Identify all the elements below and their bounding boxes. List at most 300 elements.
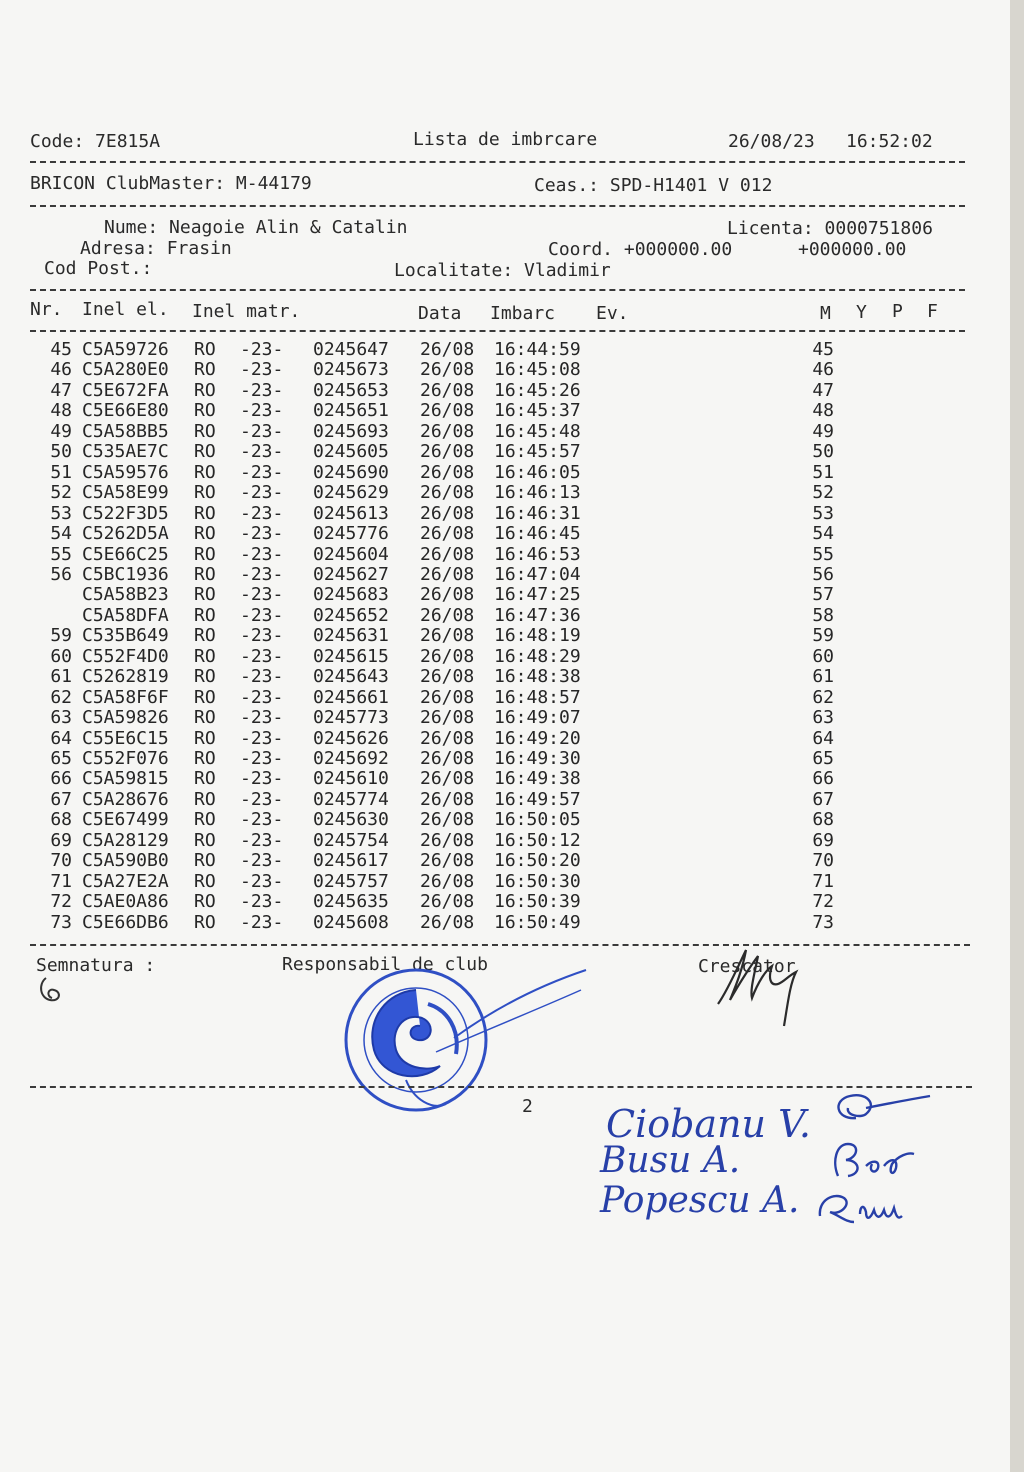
arrival-time: 16:46:53	[494, 543, 581, 565]
ring-number: 0245627	[313, 563, 389, 585]
row-number: 68	[50, 809, 72, 831]
arrival-date: 26/08	[420, 604, 475, 626]
clock-label: Ceas.: SPD-H1401 V 012	[534, 175, 773, 196]
ring-year: -23-	[240, 911, 284, 933]
electronic-ring: C5262819	[82, 666, 169, 688]
col-header-f: F	[927, 301, 938, 322]
ring-number: 0245754	[313, 829, 389, 851]
ring-year: -23-	[240, 707, 284, 729]
ring-year: -23-	[240, 891, 284, 913]
position-m: 66	[812, 768, 834, 790]
position-m: 47	[812, 379, 834, 401]
country-code: RO	[194, 441, 216, 463]
ring-number: 0245661	[313, 686, 389, 708]
divider	[30, 1086, 972, 1088]
arrival-time: 16:44:59	[494, 339, 581, 360]
arrival-date: 26/08	[420, 707, 475, 729]
print-date: 26/08/23	[728, 131, 815, 152]
electronic-ring: C5E672FA	[82, 379, 169, 401]
position-m: 71	[812, 870, 834, 892]
country-code: RO	[194, 768, 216, 790]
ring-year: -23-	[240, 625, 284, 647]
electronic-ring: C5A28129	[82, 829, 169, 851]
arrival-time: 16:47:25	[494, 584, 581, 606]
position-m: 62	[812, 686, 834, 708]
table-row	[0, 708, 1000, 728]
table-row	[0, 442, 1000, 462]
country-code: RO	[194, 543, 216, 565]
table-row	[0, 381, 1000, 401]
row-number: 73	[50, 911, 72, 933]
table-row	[0, 524, 1000, 544]
country-code: RO	[194, 686, 216, 708]
ring-number: 0245647	[313, 339, 389, 360]
table-row	[0, 401, 1000, 421]
position-m: 68	[812, 809, 834, 831]
ring-number: 0245673	[313, 359, 389, 381]
handwritten-signature-1	[826, 1090, 936, 1134]
electronic-ring: C5A59815	[82, 768, 169, 790]
country-code: RO	[194, 379, 216, 401]
row-number: 54	[50, 523, 72, 545]
handwritten-name-1: Ciobanu V.	[606, 1102, 811, 1146]
row-number: 47	[50, 379, 72, 401]
arrival-time: 16:45:37	[494, 400, 581, 422]
col-header-nr: Nr.	[30, 299, 63, 320]
document-title: Lista de imbrcare	[413, 129, 598, 150]
country-code: RO	[194, 645, 216, 667]
ring-year: -23-	[240, 604, 284, 626]
arrival-time: 16:47:04	[494, 563, 581, 585]
position-m: 50	[812, 441, 834, 463]
electronic-ring: C5A58B23	[82, 584, 169, 606]
position-m: 55	[812, 543, 834, 565]
row-number: 72	[50, 891, 72, 913]
country-code: RO	[194, 829, 216, 851]
col-header-inel-matr: Inel matr.	[192, 301, 301, 322]
arrival-date: 26/08	[420, 420, 475, 442]
country-code: RO	[194, 870, 216, 892]
table-row	[0, 565, 1000, 585]
ring-year: -23-	[240, 461, 284, 483]
federation-stamp	[336, 960, 496, 1120]
country-code: RO	[194, 891, 216, 913]
arrival-date: 26/08	[420, 400, 475, 422]
position-m: 56	[812, 563, 834, 585]
club-responsible-label: Responsabil de club	[282, 954, 488, 975]
owner-name: Nume: Neagoie Alin & Catalin	[104, 217, 408, 238]
owner-address: Adresa: Frasin	[80, 238, 232, 259]
row-number: 46	[50, 359, 72, 381]
ring-year: -23-	[240, 359, 284, 381]
divider	[30, 330, 965, 332]
row-number: 71	[50, 870, 72, 892]
arrival-time: 16:49:07	[494, 707, 581, 729]
table-row	[0, 585, 1000, 605]
arrival-date: 26/08	[420, 748, 475, 769]
position-m: 57	[812, 584, 834, 606]
ring-year: -23-	[240, 666, 284, 688]
scan-background-edge	[1010, 0, 1024, 1472]
country-code: RO	[194, 359, 216, 381]
row-number: 62	[50, 686, 72, 708]
row-number: 52	[50, 482, 72, 504]
ring-year: -23-	[240, 543, 284, 565]
arrival-date: 26/08	[420, 829, 475, 851]
ring-number: 0245774	[313, 788, 389, 810]
divider	[30, 289, 965, 291]
arrival-time: 16:46:31	[494, 502, 581, 524]
arrival-date: 26/08	[420, 563, 475, 585]
country-code: RO	[194, 911, 216, 933]
arrival-time: 16:48:29	[494, 645, 581, 667]
ring-number: 0245605	[313, 441, 389, 463]
ring-number: 0245653	[313, 379, 389, 401]
country-code: RO	[194, 482, 216, 504]
ring-year: -23-	[240, 482, 284, 504]
country-code: RO	[194, 748, 216, 769]
ring-number: 0245610	[313, 768, 389, 790]
table-row	[0, 626, 1000, 646]
ring-year: -23-	[240, 420, 284, 442]
electronic-ring: C5A59726	[82, 339, 169, 360]
arrival-time: 16:50:20	[494, 850, 581, 872]
table-row	[0, 749, 1000, 769]
country-code: RO	[194, 850, 216, 872]
position-m: 45	[812, 339, 834, 360]
electronic-ring: C5A58E99	[82, 482, 169, 504]
table-row	[0, 667, 1000, 687]
position-m: 54	[812, 523, 834, 545]
table-row	[0, 872, 1000, 892]
coordinates-second: +000000.00	[798, 239, 907, 260]
country-code: RO	[194, 584, 216, 606]
arrival-date: 26/08	[420, 502, 475, 524]
table-row	[0, 913, 1000, 933]
ring-number: 0245635	[313, 891, 389, 913]
row-number: 51	[50, 461, 72, 483]
arrival-time: 16:45:57	[494, 441, 581, 463]
signature-scribble	[36, 972, 76, 1006]
arrival-time: 16:50:12	[494, 829, 581, 851]
print-time: 16:52:02	[846, 131, 933, 152]
country-code: RO	[194, 625, 216, 647]
arrival-time: 16:50:30	[494, 870, 581, 892]
arrival-time: 16:50:05	[494, 809, 581, 831]
ring-number: 0245629	[313, 482, 389, 504]
electronic-ring: C5A590B0	[82, 850, 169, 872]
col-header-ev: Ev.	[596, 303, 629, 324]
arrival-date: 26/08	[420, 911, 475, 933]
ring-number: 0245604	[313, 543, 389, 565]
electronic-ring: C5AE0A86	[82, 891, 169, 913]
breeder-signature	[710, 942, 820, 1032]
ring-number: 0245773	[313, 707, 389, 729]
electronic-ring: C5A58DFA	[82, 604, 169, 626]
position-m: 59	[812, 625, 834, 647]
electronic-ring: C5A280E0	[82, 359, 169, 381]
table-row	[0, 340, 1000, 360]
country-code: RO	[194, 707, 216, 729]
arrival-date: 26/08	[420, 339, 475, 360]
electronic-ring: C5262D5A	[82, 523, 169, 545]
row-number: 60	[50, 645, 72, 667]
table-row	[0, 831, 1000, 851]
arrival-time: 16:49:38	[494, 768, 581, 790]
row-number: 67	[50, 788, 72, 810]
arrival-date: 26/08	[420, 625, 475, 647]
table-row	[0, 360, 1000, 380]
ring-number: 0245652	[313, 604, 389, 626]
country-code: RO	[194, 339, 216, 360]
row-number: 55	[50, 543, 72, 565]
row-number: 59	[50, 625, 72, 647]
arrival-date: 26/08	[420, 727, 475, 749]
arrival-date: 26/08	[420, 891, 475, 913]
arrival-time: 16:48:19	[494, 625, 581, 647]
arrival-time: 16:47:36	[494, 604, 581, 626]
ring-year: -23-	[240, 441, 284, 463]
ring-year: -23-	[240, 727, 284, 749]
ring-year: -23-	[240, 645, 284, 667]
arrival-date: 26/08	[420, 461, 475, 483]
table-row	[0, 545, 1000, 565]
position-m: 58	[812, 604, 834, 626]
col-header-p: P	[892, 301, 903, 322]
electronic-ring: C552F076	[82, 748, 169, 769]
row-number: 65	[50, 748, 72, 769]
electronic-ring: C5E66C25	[82, 543, 169, 565]
ring-number: 0245613	[313, 502, 389, 524]
page-number: 2	[522, 1096, 533, 1117]
arrival-date: 26/08	[420, 482, 475, 504]
table-row	[0, 504, 1000, 524]
divider	[30, 161, 965, 163]
ring-year: -23-	[240, 686, 284, 708]
ring-number: 0245643	[313, 666, 389, 688]
electronic-ring: C522F3D5	[82, 502, 169, 524]
col-header-y: Y	[856, 302, 867, 323]
country-code: RO	[194, 420, 216, 442]
row-number: 64	[50, 727, 72, 749]
arrival-date: 26/08	[420, 768, 475, 790]
arrival-time: 16:45:26	[494, 379, 581, 401]
electronic-ring: C5E66DB6	[82, 911, 169, 933]
electronic-ring: C535B649	[82, 625, 169, 647]
row-number: 56	[50, 563, 72, 585]
country-code: RO	[194, 666, 216, 688]
ring-year: -23-	[240, 788, 284, 810]
position-m: 61	[812, 666, 834, 688]
arrival-date: 26/08	[420, 645, 475, 667]
row-number: 69	[50, 829, 72, 851]
country-code: RO	[194, 400, 216, 422]
arrival-date: 26/08	[420, 788, 475, 810]
table-row	[0, 606, 1000, 626]
ring-number: 0245608	[313, 911, 389, 933]
ring-year: -23-	[240, 523, 284, 545]
table-row	[0, 810, 1000, 830]
divider	[30, 205, 965, 207]
divider	[30, 944, 970, 946]
electronic-ring: C5E67499	[82, 809, 169, 831]
country-code: RO	[194, 563, 216, 585]
row-number: 61	[50, 666, 72, 688]
position-m: 73	[812, 911, 834, 933]
arrival-date: 26/08	[420, 870, 475, 892]
position-m: 64	[812, 727, 834, 749]
col-header-inel-el: Inel el.	[82, 299, 169, 320]
country-code: RO	[194, 788, 216, 810]
row-number: 70	[50, 850, 72, 872]
table-row	[0, 790, 1000, 810]
ring-number: 0245692	[313, 748, 389, 769]
handwritten-name-3: Popescu A.	[600, 1180, 800, 1221]
ring-year: -23-	[240, 339, 284, 360]
row-number: 66	[50, 768, 72, 790]
electronic-ring: C5BC1936	[82, 563, 169, 585]
position-m: 67	[812, 788, 834, 810]
ring-number: 0245617	[313, 850, 389, 872]
country-code: RO	[194, 727, 216, 749]
electronic-ring: C5E66E80	[82, 400, 169, 422]
arrival-date: 26/08	[420, 666, 475, 688]
handwritten-signature-2	[818, 1136, 918, 1182]
signature-label: Semnatura :	[36, 955, 156, 976]
row-number: 50	[50, 441, 72, 463]
arrival-time: 16:46:05	[494, 461, 581, 483]
ring-year: -23-	[240, 850, 284, 872]
table-row	[0, 483, 1000, 503]
ring-year: -23-	[240, 584, 284, 606]
col-header-m: M	[820, 303, 831, 324]
ring-number: 0245683	[313, 584, 389, 606]
ring-year: -23-	[240, 809, 284, 831]
handwritten-signature-3	[810, 1186, 910, 1232]
arrival-time: 16:49:57	[494, 788, 581, 810]
ring-number: 0245690	[313, 461, 389, 483]
country-code: RO	[194, 502, 216, 524]
table-row	[0, 769, 1000, 789]
position-m: 48	[812, 400, 834, 422]
position-m: 70	[812, 850, 834, 872]
position-m: 49	[812, 420, 834, 442]
arrival-date: 26/08	[420, 686, 475, 708]
coordinates: Coord. +000000.00	[548, 239, 733, 260]
ring-year: -23-	[240, 379, 284, 401]
electronic-ring: C5A58F6F	[82, 686, 169, 708]
table-row	[0, 892, 1000, 912]
arrival-time: 16:48:38	[494, 666, 581, 688]
electronic-ring: C5A58BB5	[82, 420, 169, 442]
arrival-time: 16:46:13	[494, 482, 581, 504]
ring-year: -23-	[240, 502, 284, 524]
row-number: 48	[50, 400, 72, 422]
ring-year: -23-	[240, 563, 284, 585]
electronic-ring: C552F4D0	[82, 645, 169, 667]
arrival-date: 26/08	[420, 809, 475, 831]
ring-number: 0245630	[313, 809, 389, 831]
col-header-data: Data	[418, 303, 462, 324]
row-number: 49	[50, 420, 72, 442]
license-number: Licenta: 0000751806	[727, 218, 933, 239]
row-number: 53	[50, 502, 72, 524]
ring-year: -23-	[240, 870, 284, 892]
electronic-ring: C5A28676	[82, 788, 169, 810]
arrival-date: 26/08	[420, 441, 475, 463]
position-m: 53	[812, 502, 834, 524]
table-row	[0, 688, 1000, 708]
ring-year: -23-	[240, 748, 284, 769]
arrival-time: 16:45:08	[494, 359, 581, 381]
electronic-ring: C535AE7C	[82, 441, 169, 463]
electronic-ring: C55E6C15	[82, 727, 169, 749]
position-m: 69	[812, 829, 834, 851]
country-code: RO	[194, 523, 216, 545]
arrival-time: 16:46:45	[494, 523, 581, 545]
arrival-date: 26/08	[420, 359, 475, 381]
ring-number: 0245757	[313, 870, 389, 892]
row-number: 45	[50, 339, 72, 360]
arrival-time: 16:50:49	[494, 911, 581, 933]
code-label: Code: 7E815A	[30, 131, 161, 152]
arrival-date: 26/08	[420, 543, 475, 565]
ring-number: 0245776	[313, 523, 389, 545]
arrival-date: 26/08	[420, 379, 475, 401]
arrival-time: 16:49:30	[494, 748, 581, 769]
electronic-ring: C5A27E2A	[82, 870, 169, 892]
position-m: 60	[812, 645, 834, 667]
ring-year: -23-	[240, 829, 284, 851]
electronic-ring: C5A59826	[82, 707, 169, 729]
software-label: BRICON ClubMaster: M-44179	[30, 173, 312, 194]
ring-year: -23-	[240, 400, 284, 422]
arrival-time: 16:48:57	[494, 686, 581, 708]
position-m: 72	[812, 891, 834, 913]
ring-number: 0245615	[313, 645, 389, 667]
country-code: RO	[194, 604, 216, 626]
ring-number: 0245626	[313, 727, 389, 749]
arrival-time: 16:50:39	[494, 891, 581, 913]
position-m: 51	[812, 461, 834, 483]
country-code: RO	[194, 809, 216, 831]
arrival-time: 16:45:48	[494, 420, 581, 442]
arrival-date: 26/08	[420, 584, 475, 606]
table-row	[0, 851, 1000, 871]
row-number: 63	[50, 707, 72, 729]
position-m: 65	[812, 748, 834, 769]
ring-year: -23-	[240, 768, 284, 790]
arrival-time: 16:49:20	[494, 727, 581, 749]
postal-code-label: Cod Post.:	[44, 258, 153, 279]
arrival-date: 26/08	[420, 850, 475, 872]
table-row	[0, 729, 1000, 749]
ring-number: 0245651	[313, 400, 389, 422]
handwritten-name-2: Busu A.	[600, 1140, 741, 1181]
col-header-imbarc: Imbarc	[490, 303, 556, 324]
country-code: RO	[194, 461, 216, 483]
ring-number: 0245693	[313, 420, 389, 442]
electronic-ring: C5A59576	[82, 461, 169, 483]
position-m: 52	[812, 482, 834, 504]
locality: Localitate: Vladimir	[394, 260, 611, 281]
table-row	[0, 422, 1000, 442]
table-row	[0, 647, 1000, 667]
ring-number: 0245631	[313, 625, 389, 647]
arrival-date: 26/08	[420, 523, 475, 545]
breeder-label: Crescator	[698, 956, 796, 977]
position-m: 46	[812, 359, 834, 381]
